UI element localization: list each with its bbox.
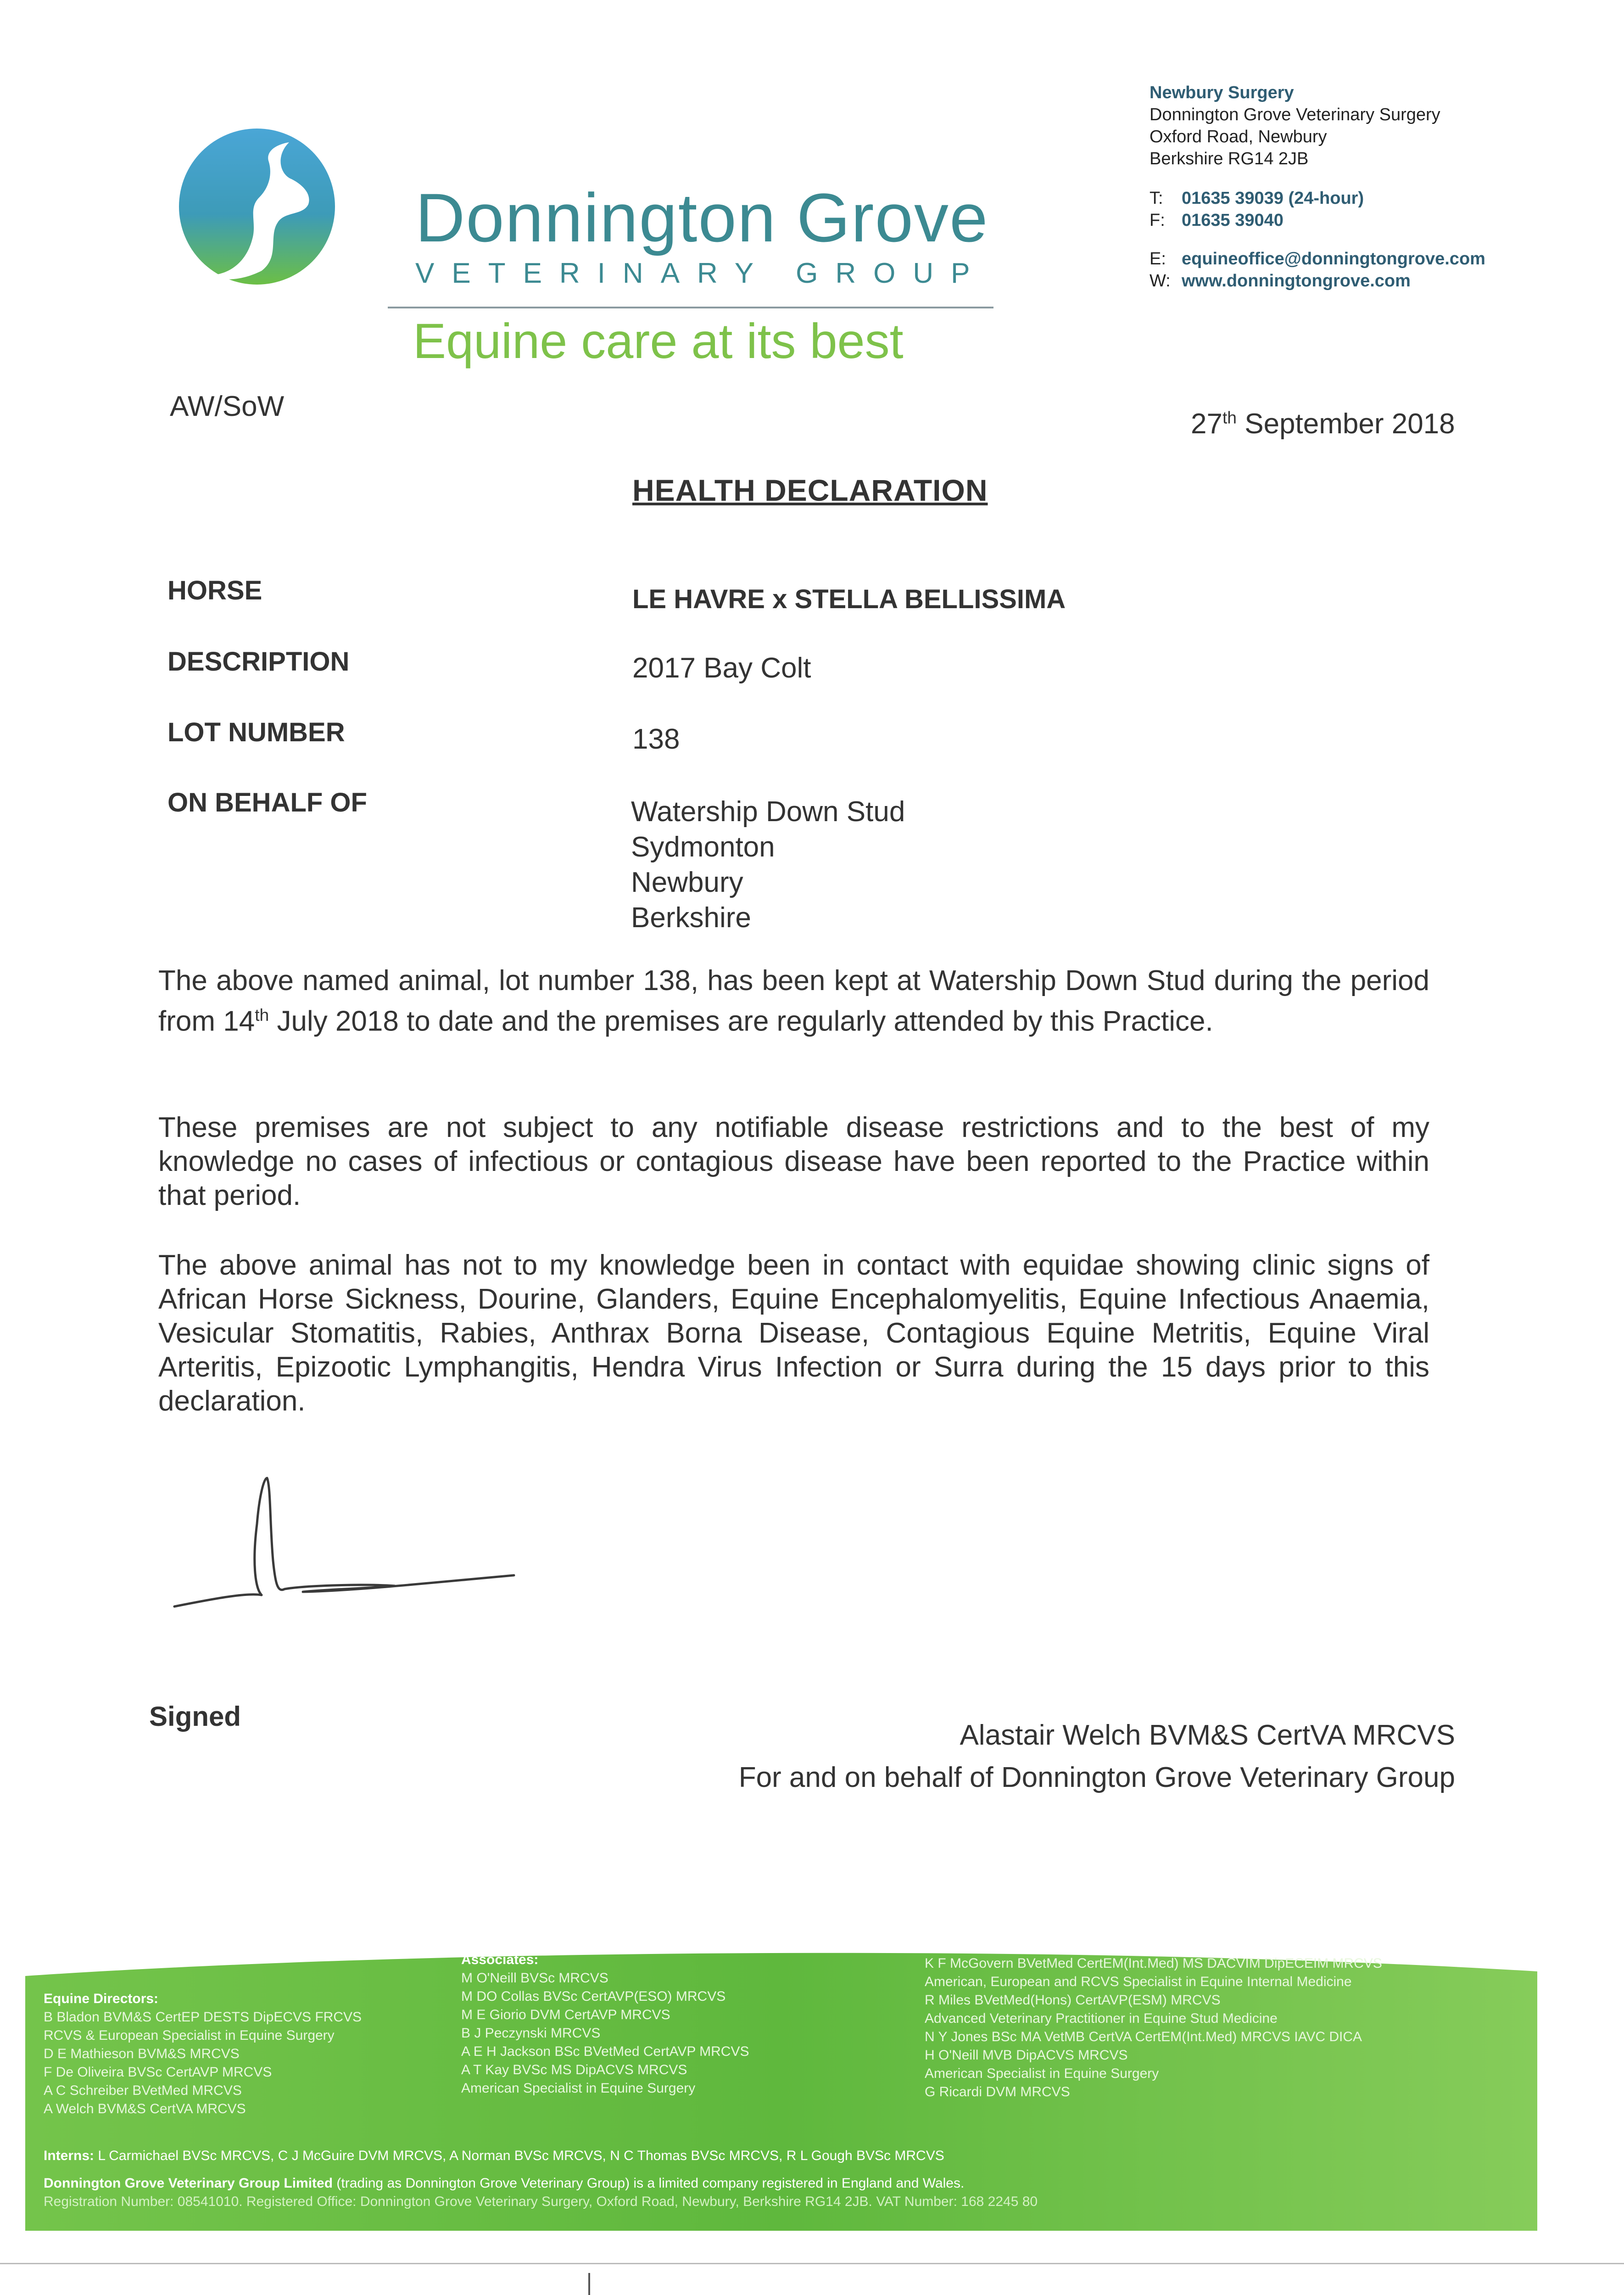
registration-line: Registration Number: 08541010. Registered Office: Donnington Grove Veterinary Surgery, Oxford Road, Newbury, Berkshire RG14 2JB. VAT Number: 168 2245 80 xyxy=(44,2194,1038,2209)
specialist-entry: Advanced Veterinary Practitioner in Equine Stud Medicine xyxy=(925,2011,1278,2026)
address-line: Berkshire xyxy=(631,902,751,934)
fax-label: F: xyxy=(1150,211,1165,230)
specialist-entry: K F McGovern BVetMed CertEM(Int.Med) MS DACVIM DipECEIM MRCVS xyxy=(925,1956,1382,1971)
signer-block xyxy=(739,1714,1455,1799)
logo-icon xyxy=(174,124,340,289)
associate-entry: M DO Collas BVSc CertAVP(ESO) MRCVS xyxy=(461,1989,726,2004)
associate-entry: B J Peczynski MRCVS xyxy=(461,2026,601,2041)
tagline: Equine care at its best xyxy=(413,313,904,369)
specialist-entry: H O'Neill MVB DipACVS MRCVS xyxy=(925,2048,1128,2063)
surgery-name: Newbury Surgery xyxy=(1150,83,1294,102)
specialist-entry: R Miles BVetMed(Hons) CertAVP(ESM) MRCVS xyxy=(925,1993,1221,2008)
document-title: HEALTH DECLARATION xyxy=(632,473,988,507)
signed-label: Signed xyxy=(149,1701,241,1732)
address-line: Sydmonton xyxy=(631,831,775,863)
org-subtitle: VETERINARY GROUP xyxy=(415,257,988,289)
org-name: Donnington Grove xyxy=(415,179,989,256)
directors-block xyxy=(44,1990,362,2118)
specialist-entry: N Y Jones BSc MA VetMB CertVA CertEM(Int.Med) MRCVS IAVC DICA xyxy=(925,2029,1362,2044)
lot-value: 138 xyxy=(632,723,680,755)
divider xyxy=(0,2263,1624,2264)
associate-entry: American Specialist in Equine Surgery xyxy=(461,2081,696,2096)
paragraph-contact: The above animal has not to my knowledge been in contact with equidae showing clinic signs of African Horse Sickness, Dourine, Glanders, Equine Encephalomyelitis, Equine Infectious Anaemia, Vesicular Stomatitis, Rabies, Anthrax Borna Disease, Contagious Equine Metritis, Equine Viral Arteritis, Epizootic Lymphangitis, Hendra Virus Infection or Surra during the 15 days prior to this declaration. xyxy=(158,1249,1429,1417)
phone-label: T: xyxy=(1150,189,1163,208)
divider xyxy=(588,2273,590,2295)
email-label: E: xyxy=(1150,249,1166,269)
divider xyxy=(388,307,993,308)
associate-entry: M E Giorio DVM CertAVP MRCVS xyxy=(461,2007,670,2022)
signature xyxy=(165,1469,532,1625)
letter-date: 27th September 2018 xyxy=(1191,408,1455,440)
paragraph-kept-at: The above named animal, lot number 138, has been kept at Watership Down Stud during the period from 14th July 2018 to date and the premises are regularly attended by this Practice. xyxy=(158,965,1429,1037)
associate-entry: A T Kay BVSc MS DipACVS MRCVS xyxy=(461,2062,687,2077)
website-label: W: xyxy=(1150,271,1171,291)
email-link[interactable]: equineoffice@donningtongrove.com xyxy=(1182,249,1485,269)
associate-entry: A E H Jackson BSc BVetMed CertAVP MRCVS xyxy=(461,2044,749,2059)
signer-behalf: For and on behalf of Donnington Grove Veterinary Group xyxy=(738,1762,1455,1793)
director-entry: A Welch BVM&S CertVA MRCVS xyxy=(44,2101,246,2116)
address-line: Newbury xyxy=(631,867,743,898)
signer-name: Alastair Welch BVM&S CertVA MRCVS xyxy=(960,1719,1455,1751)
description-value: 2017 Bay Colt xyxy=(632,652,811,684)
behalf-label: ON BEHALF OF xyxy=(167,788,367,817)
director-entry: D E Mathieson BVM&S MRCVS xyxy=(44,2046,240,2061)
phone-value: 01635 39039 (24-hour) xyxy=(1182,189,1364,208)
fax-value: 01635 39040 xyxy=(1182,211,1284,230)
description-label: DESCRIPTION xyxy=(167,647,350,677)
address-line: Donnington Grove Veterinary Surgery xyxy=(1150,105,1440,124)
associates-block xyxy=(461,1951,749,2098)
practice-address xyxy=(1150,82,1440,170)
lot-label: LOT NUMBER xyxy=(167,717,345,747)
specialist-entry: American Specialist in Equine Surgery xyxy=(925,2066,1159,2081)
address-line: Watership Down Stud xyxy=(631,796,905,828)
address-line: Berkshire RG14 2JB xyxy=(1150,149,1309,168)
address-line: Oxford Road, Newbury xyxy=(1150,127,1327,146)
associates-heading: Associates: xyxy=(461,1952,539,1967)
director-entry: F De Oliveira BVSc CertAVP MRCVS xyxy=(44,2065,272,2080)
director-entry: RCVS & European Specialist in Equine Surgery xyxy=(44,2028,335,2043)
director-entry: B Bladon BVM&S CertEP DESTS DipECVS FRCVS xyxy=(44,2010,362,2025)
behalf-address xyxy=(631,794,905,935)
specialist-entry: American, European and RCVS Specialist in Equine Internal Medicine xyxy=(925,1974,1352,1989)
associate-entry: M O'Neill BVSc MRCVS xyxy=(461,1970,608,1986)
horse-value: LE HAVRE x STELLA BELLISSIMA xyxy=(632,584,1066,614)
paragraph-premises: These premises are not subject to any notifiable disease restrictions and to the best of my knowledge no cases of infectious or contagious disease have been reported to the Practice within that period. xyxy=(158,1112,1429,1211)
interns-line: Interns: L Carmichael BVSc MRCVS, C J McGuire DVM MRCVS, A Norman BVSc MRCVS, N C Thomas BVSc MRCVS, R L Gough BVSc MRCVS xyxy=(44,2148,944,2163)
directors-heading: Equine Directors: xyxy=(44,1991,159,2006)
phone-block xyxy=(1150,187,1364,231)
specialist-entry: G Ricardi DVM MRCVS xyxy=(925,2084,1070,2099)
director-entry: A C Schreiber BVetMed MRCVS xyxy=(44,2083,242,2098)
website-link[interactable]: www.donningtongrove.com xyxy=(1182,271,1411,291)
company-line: Donnington Grove Veterinary Group Limited (trading as Donnington Grove Veterinary Group) is a limited company registered in England and Wales. xyxy=(44,2176,965,2191)
reference: AW/SoW xyxy=(170,391,285,422)
web-block xyxy=(1150,248,1485,292)
specialists-block xyxy=(925,1954,1382,2101)
horse-label: HORSE xyxy=(167,576,262,605)
